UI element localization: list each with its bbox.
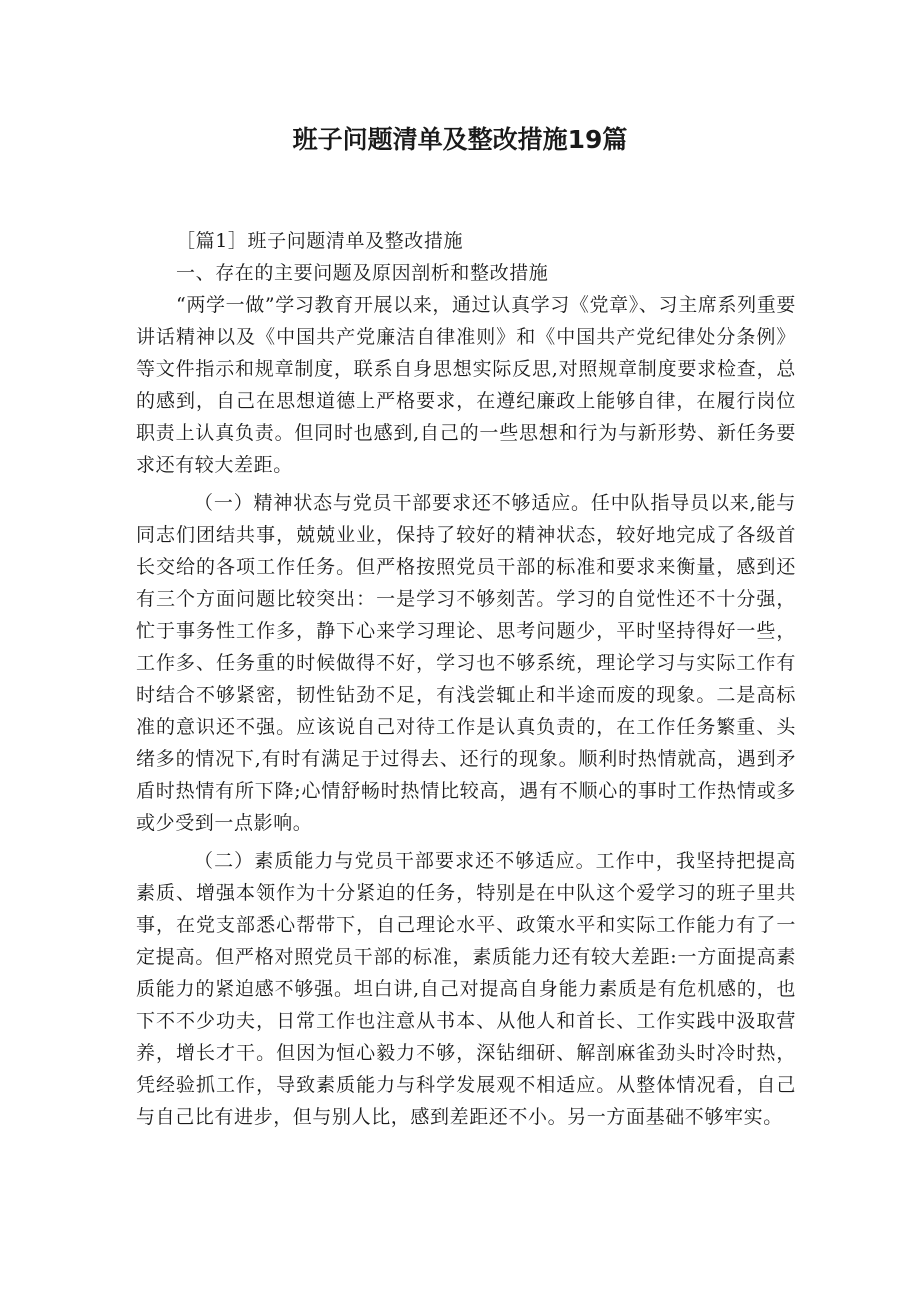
document-body [136,225,796,1133]
section-heading: ［篇1］班子问题清单及整改措施 [176,230,464,252]
paragraph-intro: “两学一做”学习教育开展以来，通过认真学习《党章》、习主席系列重要讲话精神以及《中国共产党廉洁自律准则》和《中国共产党纪律处分条例》等文件指示和规章制度，联系自身思想实际反思,对照规章制度要求检查，总的感到，自己在思想道德上严格要求，在遵纪廉政上能够自律，在履行岗位职责上认真负责。但同时也感到,自己的一些思想和行为与新形势、新任务要求还有较大差距。 [136,294,796,476]
subheading: 一、存在的主要问题及原因剖析和整改措施 [176,262,549,284]
paragraph-spirit: （一）精神状态与党员干部要求还不够适应。任中队指导员以来,能与同志们团结共事，兢兢业业，保持了较好的精神状态，较好地完成了各级首长交给的各项工作任务。但严格按照党员干部的标准和要求来衡量，感到还有三个方面问题比较突出：一是学习不够刻苦。学习的自觉性还不十分强，忙于事务性工作多，静下心来学习理论、思考问题少，平时坚持得好一些，工作多、任务重的时候做得不好，学习也不够系统，理论学习与实际工作有时结合不够紧密，韧性钻劲不足，有浅尝辄止和半途而废的现象。二是高标准的意识还不强。应该说自己对待工作是认真负责的，在工作任务繁重、头绪多的情况下,有时有满足于过得去、还行的现象。顺利时热情就高，遇到矛盾时热情有所下降;心情舒畅时热情比较高，遇有不顺心的事时工作热情或多或少受到一点影响。 [136,492,796,834]
paragraph-ability: （二）素质能力与党员干部要求还不够适应。工作中，我坚持把提高素质、增强本领作为十分紧迫的任务，特别是在中队这个爱学习的班子里共事，在党支部悉心帮带下，自己理论水平、政策水平和实际工作能力有了一定提高。但严格对照党员干部的标准，素质能力还有较大差距:一方面提高素质能力的紧迫感不够强。坦白讲,自己对提高自身能力素质是有危机感的，也下不不少功夫，日常工作也注意从书本、从他人和首长、工作实践中汲取营养，增长才干。但因为恒心毅力不够，深钻细研、解剖麻雀劲头时冷时热，凭经验抓工作，导致素质能力与科学发展观不相适应。从整体情况看，自己与自己比有进步，但与别人比，感到差距还不小。另一方面基础不够牢实。 [136,850,796,1128]
document-title: 班子问题清单及整改措施19篇 [292,125,628,154]
